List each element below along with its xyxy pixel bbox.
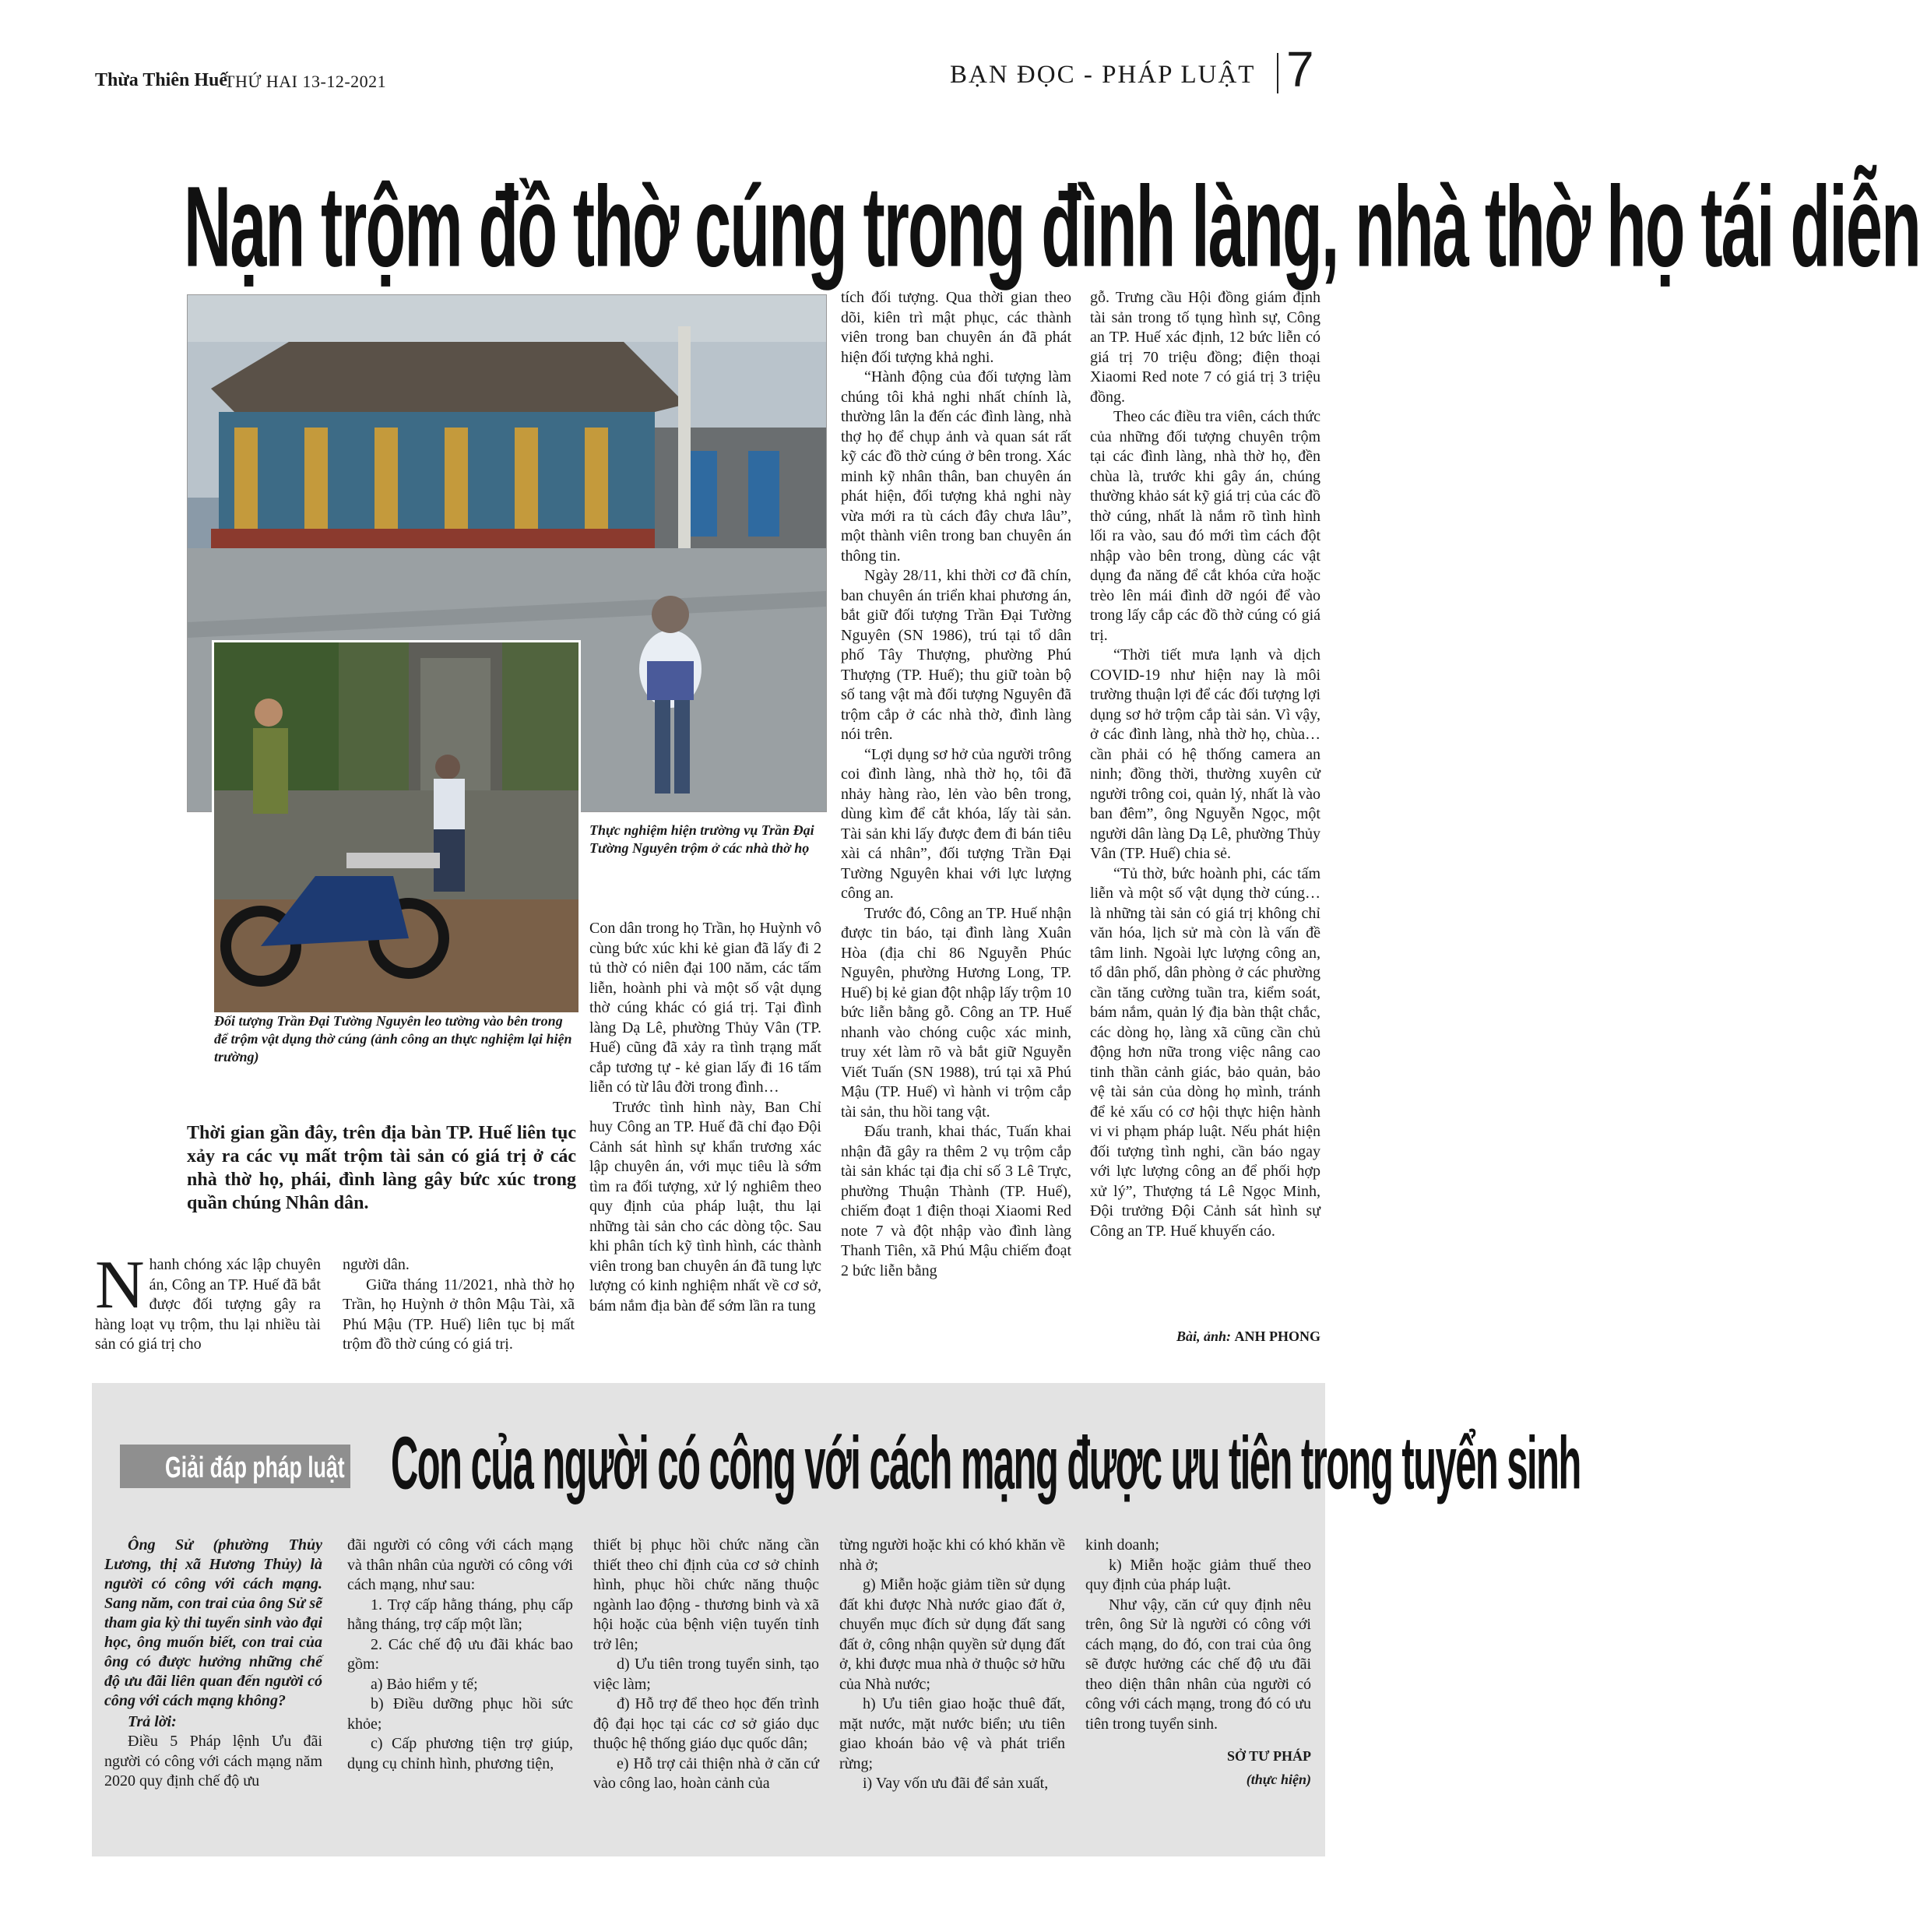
article-byline (1090, 1328, 1320, 1345)
drop-cap: N (95, 1248, 145, 1323)
paragraph: c) Cấp phương tiện trợ giúp, dụng cụ chỉnh hình, phương tiện, (347, 1735, 573, 1772)
section-title: BẠN ĐỌC - PHÁP LUẬT (950, 61, 1256, 89)
masthead-date: THỨ HAI 13-12-2021 (224, 72, 387, 91)
qa-column-4 (839, 1536, 1065, 1794)
photo-suspect-climbing-wall (212, 640, 581, 1015)
article-column-5 (1090, 288, 1320, 1241)
answer-text: Điều 5 Pháp lệnh Ưu đãi người có công với cách mạng năm 2020 quy định chế độ ưu (104, 1733, 322, 1789)
header-divider (1277, 53, 1278, 93)
paragraph: h) Ưu tiên giao hoặc thuê đất, mặt nước, mặt nước biển; ưu tiên giao khoán bảo vệ và phát triển rừng; (839, 1695, 1065, 1772)
page-number: 7 (1286, 41, 1314, 97)
paragraph: Giữa tháng 11/2021, nhà thờ họ Trần, họ Huỳnh ở thôn Mậu Tài, xã Phú Mậu (TP. Huế) liên tục bị mất trộm đồ thờ cúng có giá trị. (343, 1276, 575, 1353)
reader-question: Ông Sử (phường Thủy Lương, thị xã Hương Thủy) là người có công với cách mạng. Sang năm, con trai của ông Sử sẽ tham gia kỳ thi tuyển sinh vào đại học, ông muốn biết, con trai của ông có được hưởng những chế độ ưu đãi liên quan đến người có công với cách mạng không? (104, 1536, 322, 1709)
byline-name: ANH PHONG (1234, 1328, 1320, 1344)
paragraph: “Lợi dụng sơ hở của người trông coi đình làng, nhà thờ họ, tôi đã nhảy hàng rào, lẻn vào bên trong, dùng kìm để cắt khóa, lấy tài sản. Tài sản khi lấy được đem đi bán tiêu xài cá nhân”, đối tượng Trần Đại Tường Nguyên khai với lực lượng công an. (841, 745, 1071, 902)
article-column-2 (343, 1255, 575, 1355)
legal-qa-headline: Con của người có công với cách mạng được ưu tiên trong tuyển sinh (391, 1420, 1581, 1504)
paragraph: đãi người có công với cách mạng và thân nhân của người có công với cách mạng, như sau: (347, 1536, 573, 1593)
paragraph: a) Bảo hiểm y tế; (371, 1675, 478, 1693)
paragraph: g) Miễn hoặc giảm tiền sử dụng đất khi được Nhà nước giao đất ở, chuyển mục đích sử dụng đất sang đất ở, công nhận quyền sử dụng đất ở, khi được mua nhà ở thuộc sở hữu của Nhà nước; (839, 1576, 1065, 1693)
paragraph: tích đối tượng. Qua thời gian theo dõi, kiên trì mật phục, các thành viên trong ban chuyên án đã phát hiện đối tượng khả nghi. (841, 289, 1071, 366)
photo-main-caption: Thực nghiệm hiện trường vụ Trần Đại Tường Nguyên trộm ở các nhà thờ họ (589, 822, 814, 856)
paragraph: kinh doanh; (1085, 1536, 1159, 1554)
byline-label: Bài, ảnh: (1176, 1328, 1231, 1344)
paragraph: Đấu tranh, khai thác, Tuấn khai nhận đã gây ra thêm 2 vụ trộm cắp tài sản khác tại địa chỉ số 3 Lê Trực, phường Thuận Thành (TP. Huế), chiếm đoạt 1 điện thoại Xiaomi Red note 7 và đột nhập vào đình làng Thanh Tiên, xã Phú Mậu chiếm đoạt 2 bức liễn bằng (841, 1123, 1071, 1279)
paragraph: i) Vay vốn ưu đãi để sản xuất, (863, 1775, 1049, 1792)
paragraph: gỗ. Trưng cầu Hội đồng giám định tài sản trong tố tụng hình sự, Công an TP. Huế xác định, 12 bức liễn có giá trị 70 triệu đồng; điện thoại Xiaomi Red note 7 có giá trị 3 triệu đồng. (1090, 289, 1320, 406)
paragraph: từng người hoặc khi có khó khăn về nhà ở; (839, 1536, 1065, 1574)
qa-column-1 (104, 1536, 322, 1792)
answer-label: Trả lời: (128, 1713, 177, 1730)
paragraph: Trước đó, Công an TP. Huế nhận được tin báo, tại đình làng Xuân Hòa (địa chỉ 86 Nguyễn Phúc Nguyên, phường Hương Long, TP. Huế) bị kẻ gian đột nhập lấy trộm 10 bức liễn bằng gỗ. Công an TP. Huế nhanh vào chóng cuộc xác minh, truy xét làm rõ và bắt giữ Nguyễn Viết Tuấn (SN 1988), trú tại xã Phú Mậu (TP. Huế) vì hành vi trộm cắp tài sản, thu hồi tang vật. (841, 904, 1071, 1121)
paragraph: đ) Hỗ trợ để theo học đến trình độ đại học tại các cơ sở giáo dục thuộc hệ thống giáo dục quốc dân; (593, 1695, 819, 1752)
article-column-3 (589, 919, 821, 1316)
legal-qa-tag-label: Giải đáp pháp luật (165, 1451, 345, 1483)
qa-source-note: (thực hiện) (1246, 1771, 1311, 1787)
qa-column-3 (593, 1536, 819, 1794)
paragraph: Như vậy, căn cứ quy định nêu trên, ông Sử là người có công với cách mạng, do đó, con trai của ông sẽ được hưởng các chế độ ưu đãi theo diện thân nhân của người có công với cách mạng, trong đó có ưu tiên trong tuyển sinh. (1085, 1596, 1311, 1733)
article-lead: Thời gian gần đây, trên địa bàn TP. Huế liên tục xảy ra các vụ mất trộm tài sản có giá trị ở các nhà thờ họ, phái, đình làng gây bức xúc trong quần chúng Nhân dân. (187, 1123, 576, 1213)
paragraph: Con dân trong họ Trần, họ Huỳnh vô cùng bức xúc khi kẻ gian đã lấy đi 2 tủ thờ có niên đại 100 năm, các tấm liễn, hoành phi và một số vật dụng thờ cúng khác có giá trị. Tại đình làng Dạ Lê, phường Thủy Vân (TP. Huế) cũng đã xảy ra tình trạng mất cắp tương tự - kẻ gian lấy đi 16 tấm liễn có từ lâu đời trong đình… (589, 920, 821, 1096)
paragraph: Theo các điều tra viên, cách thức của những đối tượng chuyên trộm tại các đình làng, nhà thờ họ, đền chùa là, trước khi gây án, chúng thường khảo sát kỹ giá trị của các đồ thờ cúng, nhất là nắm rõ tình hình lối ra vào, sau đó mới tìm cách đột nhập vào bên trong, dùng các vật dụng đa năng để cắt khóa cửa hoặc trèo lên mái đình dỡ ngói để vào trong lấy cắp các đồ thờ cúng có giá trị. (1090, 408, 1320, 644)
paragraph: 2. Các chế độ ưu đãi khác bao gồm: (347, 1635, 573, 1673)
paragraph: d) Ưu tiên trong tuyển sinh, tạo việc làm; (593, 1656, 819, 1693)
article-column-4 (841, 288, 1071, 1281)
paragraph: k) Miễn hoặc giảm thuế theo quy định của pháp luật. (1085, 1556, 1311, 1593)
paragraph: người dân. (343, 1256, 410, 1273)
qa-source: SỞ TƯ PHÁP (1226, 1748, 1311, 1764)
paragraph: thiết bị phục hồi chức năng cần thiết theo chỉ định của cơ sở chỉnh hình, phục hồi chức năng thuộc ngành lao động - thương binh và xã hội hoặc của bệnh viện tuyến tỉnh trở lên; (593, 1536, 819, 1653)
paragraph: e) Hỗ trợ cải thiện nhà ở căn cứ vào công lao, hoàn cảnh của (593, 1754, 819, 1792)
article-column-1 (95, 1248, 321, 1355)
paragraph: Trước tình hình này, Ban Chỉ huy Công an TP. Huế đã chỉ đạo Đội Cảnh sát hình sự khẩn trương xác lập chuyên án, với mục tiêu là sớm tìm ra đối tượng, xử lý nghiêm theo quy định của pháp luật, thu lại những tài sản cho các dòng tộc. Sau khi phân tích kỹ tình hình, các thành viên trong ban chuyên án đã tung lực lượng có kinh nghiệm nhất về cơ sở, bám nắm địa bàn để sớm lần ra tung (589, 1098, 821, 1314)
article-headline: Nạn trộm đồ thờ cúng trong đình làng, nhà thờ họ tái diễn (184, 164, 1920, 291)
article-first-paragraph: hanh chóng xác lập chuyên án, Công an TP. Huế đã bắt được đối tượng gây ra hàng loạt vụ trộm, thu lại nhiều tài sản có giá trị cho (95, 1256, 321, 1353)
legal-qa-tag (120, 1445, 350, 1488)
masthead-paper-name: Thừa Thiên Huế (95, 70, 228, 90)
paragraph: 1. Trợ cấp hằng tháng, phụ cấp hằng tháng, trợ cấp một lần; (347, 1596, 573, 1633)
paragraph: “Thời tiết mưa lạnh và dịch COVID-19 như hiện nay là môi trường thuận lợi để các đối tượng lợi dụng sơ hở trộm cắp tài sản. Vì vậy, ở các đình làng, nhà thờ họ, chùa… cần phải có hệ thống camera an ninh; đồng thời, thường xuyên cử người trông coi, quản lý, nhất là vào ban đêm”, ông Nguyễn Ngọc, một người dân làng Dạ Lê, phường Thủy Vân (TP. Huế) chia sẻ. (1090, 646, 1320, 862)
qa-column-2 (347, 1536, 573, 1774)
paragraph: b) Điều dưỡng phục hồi sức khỏe; (347, 1695, 573, 1733)
paragraph: “Tủ thờ, bức hoành phi, các tấm liễn và một số vật dụng thờ cúng… là những tài sản có giá trị không chỉ văn hóa, lịch sử mà còn là vấn đề tâm linh. Ngoài lực lượng công an, tổ dân phố, dân phòng ở các phường cần tăng cường tuần tra, kiểm soát, bám nắm, quản lý địa bàn thật chắc, các dòng họ, làng xã cũng cần chủ động hơn nữa trong việc nâng cao tinh thần cảnh giác, bảo quản, bảo vệ tài sản của dòng họ mình, tránh để kẻ xấu có cơ hội thực hiện hành vi vi phạm pháp luật. Nếu phát hiện đối tượng tình nghi, cần báo ngay với lực lượng công an để phối hợp xử lý”, Thượng tá Lê Ngọc Minh, Đội trưởng Đội Cảnh sát hình sự Công an TP. Huế khuyến cáo. (1090, 864, 1320, 1240)
qa-column-5 (1085, 1536, 1311, 1789)
photo-inset-caption: Đối tượng Trần Đại Tường Nguyên leo tường vào bên trong để trộm vật dụng thờ cúng (ảnh công an thực nghiệm lại hiện trường) (214, 1013, 572, 1065)
paragraph: “Hành động của đối tượng làm chúng tôi khả nghi nhất chính là, thường lân la đến các đình làng, nhà thợ họ để chụp ảnh và quan sát rất kỹ các đồ thờ cúng ở bên trong. Xác minh kỹ nhân thân, ban chuyên án phát hiện, đối tượng khả nghi này vừa mới ra tù cách đây chưa lâu”, một thành viên trong ban chuyên án thông tin. (841, 368, 1071, 565)
paragraph: Ngày 28/11, khi thời cơ đã chín, ban chuyên án triển khai phương án, bắt giữ đối tượng Trần Đại Tường Nguyên (SN 1986), trú tại tổ dân phố Tây Thượng, phường Phú Thượng (TP. Huế); thu giữ toàn bộ số tang vật mà đối tượng Nguyên đã trộm cắp ở các nhà thờ, đình làng nói trên. (841, 567, 1071, 743)
